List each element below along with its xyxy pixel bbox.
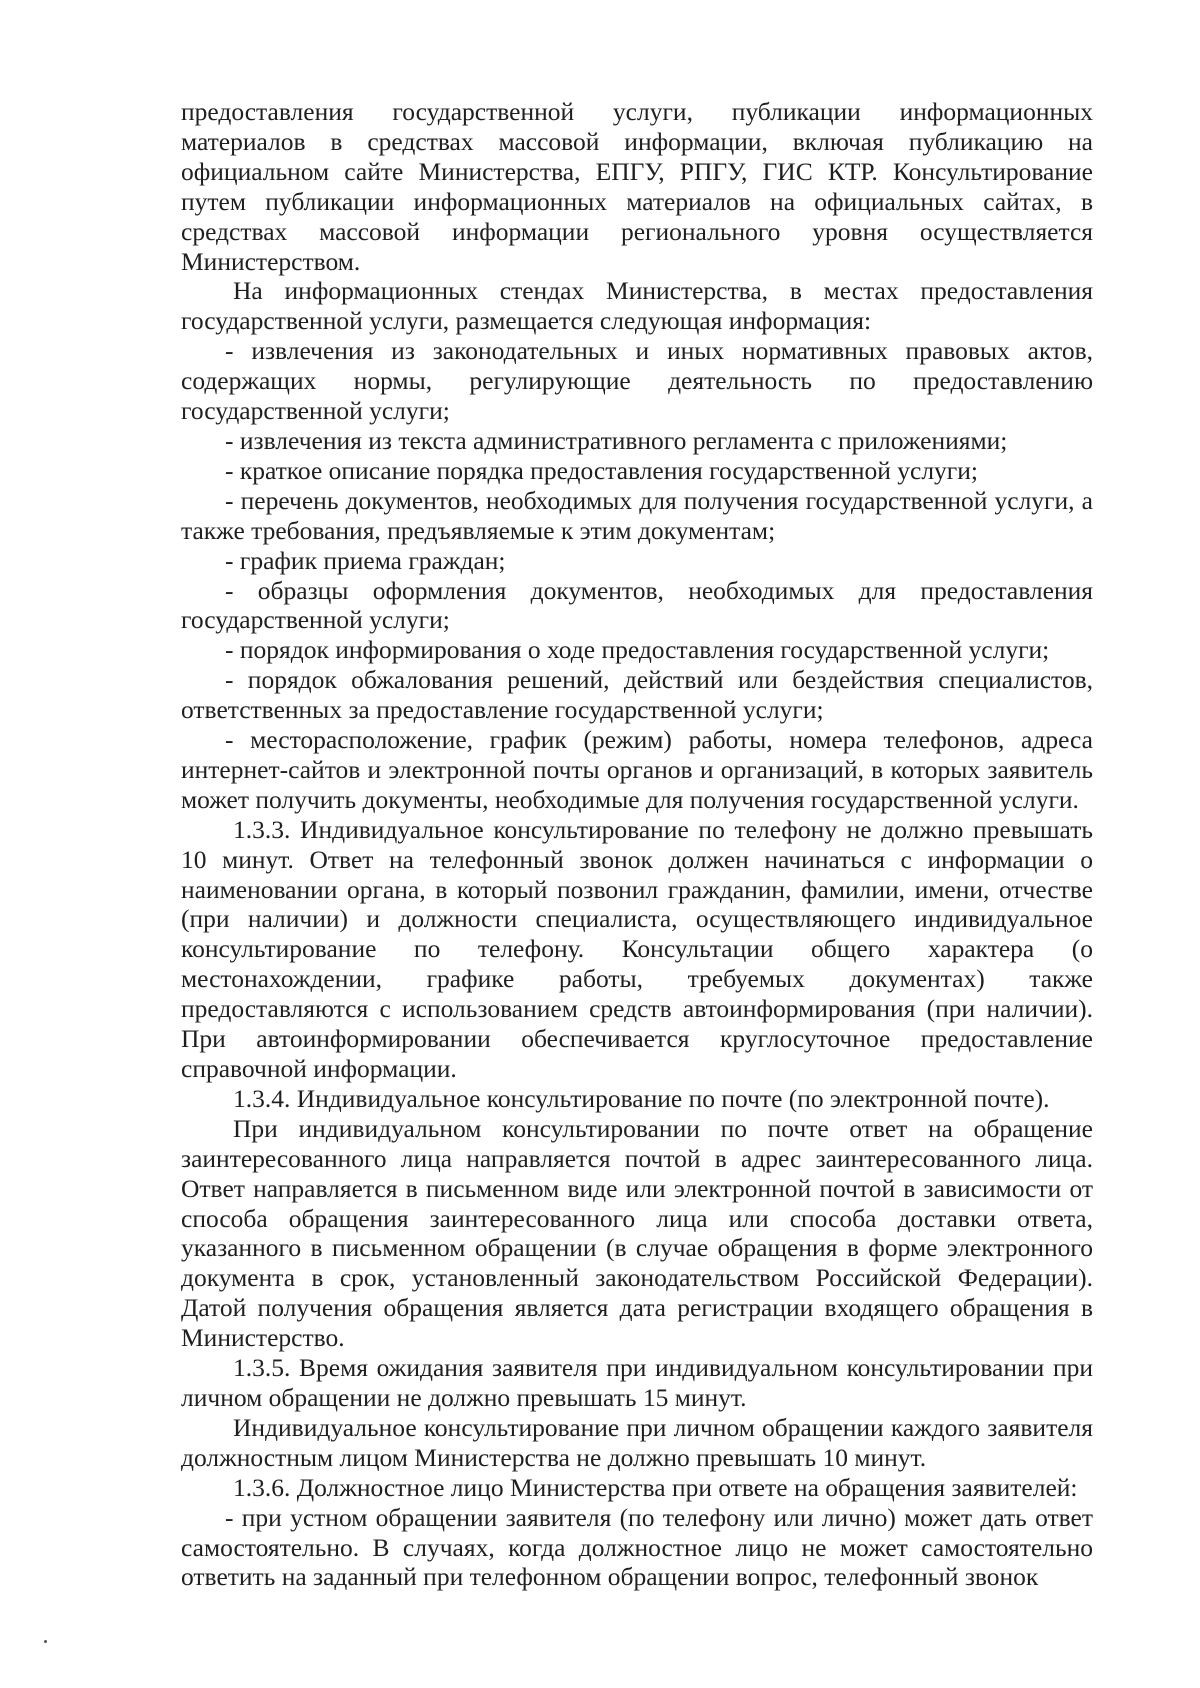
paragraph-section-1-3-6: 1.3.6. Должностное лицо Министерства при ответе на обращения заявителей: [233,1472,1078,1502]
list-item: - график приема граждан; [225,545,506,575]
list-item: - извлечения из текста административного регламента с приложениями; [225,425,1008,455]
scan-artifact-dot [44,1640,47,1643]
paragraph-personal-consulting: Индивидуальное консультирование при личном обращении каждого заявителя должностным лицом Министерства не должно превышать 10 минут. [181,1412,1093,1472]
paragraph-section-1-3-3: 1.3.3. Индивидуальное консультирование по телефону не должно превышать 10 минут. Ответ на телефонный звонок должен начинаться с информации о наименовании органа, в который позвонил гражданин, фамилии, имени, отчестве (при наличии) и должности специалиста, осуществляющего индивидуальное консультирование по телефону. Консультации общего характера (о местонахождении, графике работы, требуемых документах) также предоставляются с использованием средств автоинформирования (при наличии). При автоинформировании обеспечивается круглосуточное предоставление справочной информации. [181,814,1093,1083]
list-item: - порядок обжалования решений, действий или бездействия специалистов, ответственных за предоставление государственной услуги; [181,665,1093,725]
paragraph-section-1-3-5: 1.3.5. Время ожидания заявителя при индивидуальном консультировании при личном обращении не должно превышать 15 минут. [181,1353,1093,1412]
paragraph-stands-intro: На информационных стендах Министерства, в местах предоставления государственной услуги, размещается следующая информация: [181,276,1093,336]
document-body [181,97,1093,1592]
list-item: - краткое описание порядка предоставления государственной услуги; [225,455,978,485]
paragraph-continuation: предоставления государственной услуги, публикации информационных материалов в средствах массовой информации, включая публикацию на официальном сайте Министерства, ЕПГУ, РПГУ, ГИС КТР. Консультирование путем публикации информационных материалов на официальных сайтах, в средствах массовой информации регионального уровня осуществляется Министерством. [181,97,1093,276]
list-item: - образцы оформления документов, необходимых для предоставления государственной услуги; [181,575,1093,635]
list-item: - месторасположение, график (режим) работы, номера телефонов, адреса интернет-сайтов и электронной почты органов и организаций, в которых заявитель может получить документы, необходимые для получения государственной услуги. [181,725,1093,814]
list-item: - перечень документов, необходимых для получения государственной услуги, а также требования, предъявляемые к этим документам; [181,485,1093,545]
list-item: - извлечения из законодательных и иных нормативных правовых актов, содержащих нормы, регулирующие деятельность по предоставлению государственной услуги; [181,336,1093,426]
list-item: - при устном обращении заявителя (по телефону или лично) может дать ответ самостоятельно. В случаях, когда должностное лицо не может самостоятельно ответить на заданный при телефонном обращении вопрос, телефонный звонок [181,1502,1093,1592]
list-item: - порядок информирования о ходе предоставления государственной услуги; [225,635,1050,665]
paragraph-section-1-3-4: 1.3.4. Индивидуальное консультирование по почте (по электронной почте). [233,1083,1050,1113]
paragraph-mail-consulting: При индивидуальном консультировании по почте ответ на обращение заинтересованного лица направляется почтой в адрес заинтересованного лица. Ответ направляется в письменном виде или электронной почтой в зависимости от способа обращения заинтересованного лица или способа доставки ответа, указанного в письменном обращении (в случае обращения в форме электронного документа в срок, установленный законодательством Российской Федерации). Датой получения обращения является дата регистрации входящего обращения в Министерство. [181,1113,1093,1353]
